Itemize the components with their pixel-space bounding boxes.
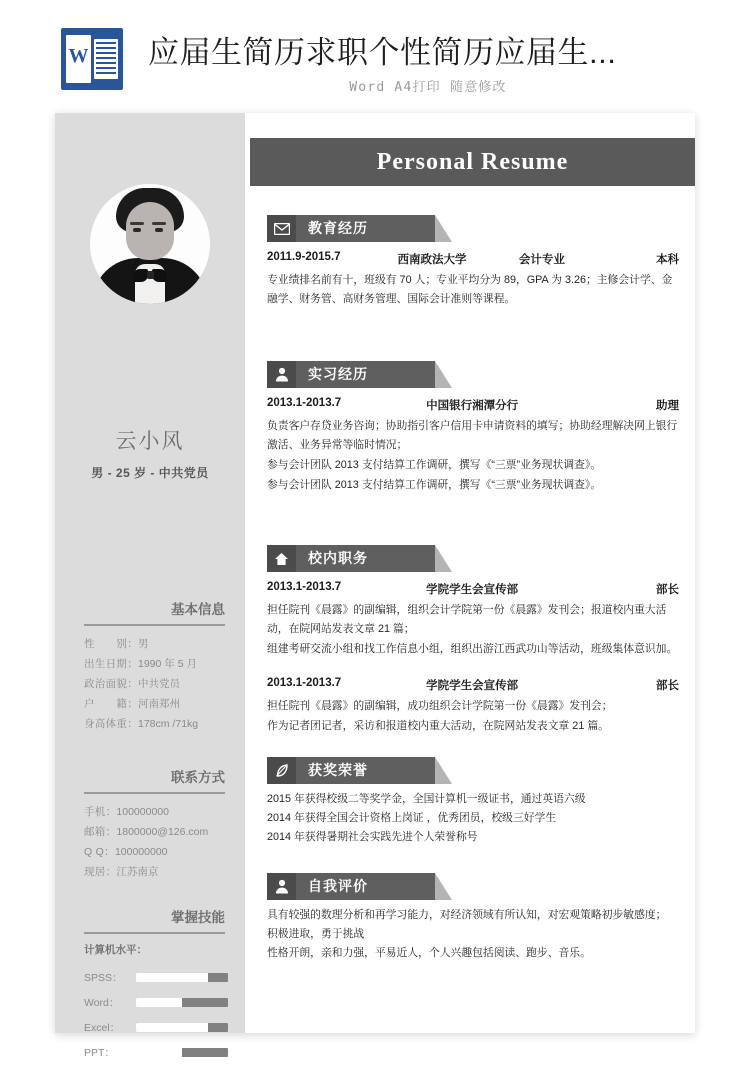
entry-date: 2013.1-2013.7 (267, 677, 342, 689)
contact-list (84, 802, 234, 882)
list-item: 2014 年获得暑期社会实践先进个人荣誉称号 (267, 831, 478, 843)
section-header (267, 545, 452, 572)
section-header (267, 215, 452, 242)
list-item: 性格开朗，亲和力强，平易近人，个人兴趣包括阅读、跑步、音乐。 (267, 947, 591, 959)
user-tie-icon (267, 361, 296, 388)
entry-major: 会计专业 (518, 254, 565, 266)
entry-degree: 本科 (656, 254, 680, 266)
section-paragraph: 担任院刊《晨露》的副编辑，成功组织会计学院第一份《晨露》发刊会； (267, 700, 613, 712)
basic-info-list (84, 634, 234, 734)
skill-name: Word： (84, 997, 120, 1009)
section-paragraph: 担任院刊《晨露》的副编辑，组织会计学院第一份《晨露》发刊会；报道校内重大活动，在院网站发表文章 21 篇； (267, 604, 667, 635)
skill-item-excel (84, 1015, 236, 1040)
list-item: 身高体重：178cm /71kg (84, 718, 199, 730)
entry-role: 助理 (656, 400, 679, 412)
entry-date: 2011.9-2015.7 (267, 251, 341, 263)
skill-name: Excel： (84, 1022, 121, 1034)
section-campus-positions (267, 545, 679, 736)
entry-date: 2013.1-2013.7 (267, 581, 342, 593)
resume-page (55, 113, 695, 1059)
entry-org: 中国银行湘潭分行 (426, 400, 519, 412)
entry-header (267, 677, 679, 693)
skill-name: PPT： (84, 1047, 115, 1059)
document-title: 应届生简历求职个性简历应届生... (148, 35, 617, 70)
section-paragraph: 参与会计团队 2013 支付结算工作调研，撰写《“三票”业务现状调查》。 (267, 459, 602, 471)
section-internship (267, 361, 679, 495)
list-item: 手机：100000000 (84, 806, 169, 818)
section-heading-contact: 联系方式 (84, 766, 225, 794)
section-title: 教育经历 (308, 220, 368, 236)
entry-header (267, 581, 679, 597)
entry-header (267, 251, 679, 267)
entry-header (267, 397, 679, 413)
section-paragraph: 作为记者团记者，采访和报道校内重大活动，在院网站发表文章 21 篇。 (267, 720, 609, 732)
avatar (90, 184, 210, 304)
skill-level-bar (136, 973, 228, 982)
word-logo-lines (94, 39, 118, 79)
section-self-evaluation (267, 873, 679, 963)
list-item: 2015 年获得校级二等奖学金，全国计算机一级证书，通过英语六级 (267, 793, 586, 805)
section-paragraph: 参与会计团队 2013 支付结算工作调研，撰写《“三票”业务现状调查》。 (267, 479, 602, 491)
skill-level-bar (136, 1048, 228, 1057)
section-paragraph: 组建考研交流小组和找工作信息小组，组织出游江西武功山等活动，班级集体意识加。 (267, 643, 678, 655)
list-item: 户 籍：河南郑州 (84, 698, 180, 710)
entry-role: 部长 (656, 680, 679, 692)
list-item: 现居：江苏南京 (84, 866, 159, 878)
skill-item-spss (84, 965, 236, 990)
section-awards (267, 757, 679, 847)
section-header (267, 757, 452, 784)
list-item: 具有较强的数理分析和再学习能力，对经济领域有所认知，对宏观策略初步敏感度； (267, 909, 667, 921)
home-icon (267, 545, 296, 572)
list-item: 2014 年获得全国会计资格上岗证 ，优秀团员，校级三好学生 (267, 812, 557, 824)
resume-main (245, 113, 695, 1033)
entry-role: 部长 (656, 584, 679, 596)
candidate-name: 云小风 (115, 430, 185, 453)
section-title: 校内职务 (308, 550, 368, 566)
word-logo-letter (66, 35, 91, 83)
list-item: 政治面貌：中共党员 (84, 678, 180, 690)
section-header (267, 873, 452, 900)
resume-banner-title: Personal Resume (250, 138, 695, 186)
list-item: 性 别：男 (84, 638, 149, 650)
list-item: Q Q：100000000 (84, 846, 168, 858)
document-subtitle: Word A4打印 随意修改 (349, 80, 507, 95)
skills-group-label: 计算机水平： (84, 944, 147, 956)
section-heading-basic-info: 基本信息 (84, 598, 225, 626)
person-icon (267, 873, 296, 900)
self-evaluation-list (267, 906, 679, 963)
skill-level-bar (136, 998, 228, 1007)
envelope-icon (267, 215, 296, 242)
resume-sidebar (55, 113, 245, 1059)
skills-list (84, 965, 236, 1065)
list-item: 积极进取，勇于挑战 (267, 928, 365, 940)
list-item: 出生日期：1990 年 5 月 (84, 658, 197, 670)
section-title: 自我评价 (308, 878, 368, 894)
section-header (267, 361, 452, 388)
section-title: 获奖荣誉 (308, 762, 368, 778)
leaf-icon (267, 757, 296, 784)
candidate-meta: 男 - 25 岁 - 中共党员 (91, 466, 209, 480)
entry-org: 西南政法大学 (397, 254, 467, 266)
section-education (267, 215, 679, 309)
awards-list (267, 790, 679, 847)
entry-org: 学院学生会宣传部 (426, 680, 519, 692)
skill-item-word (84, 990, 236, 1015)
document-preview-header (0, 0, 750, 110)
entry-org: 学院学生会宣传部 (426, 584, 519, 596)
section-heading-skills: 掌握技能 (84, 906, 225, 934)
skill-level-bar (136, 1023, 228, 1032)
section-paragraph: 负责客户存贷业务咨询；协助指引客户信用卡申请资料的填写；协助经理解决网上银行激活、业务异常等临时情况； (267, 420, 678, 451)
skill-item-ppt (84, 1040, 236, 1065)
section-title: 实习经历 (308, 366, 368, 382)
section-paragraph: 专业绩排名前有十，班级有 70 人；专业平均分为 89，GPA 为 3.26；主修会计学、金融学、财务管、高财务管理、国际会计准则等课程。 (267, 274, 673, 305)
entry-date: 2013.1-2013.7 (267, 397, 342, 409)
word-document-icon (61, 28, 123, 90)
skill-name: SPSS： (84, 972, 123, 984)
list-item: 邮箱：1800000@126.com (84, 826, 209, 838)
